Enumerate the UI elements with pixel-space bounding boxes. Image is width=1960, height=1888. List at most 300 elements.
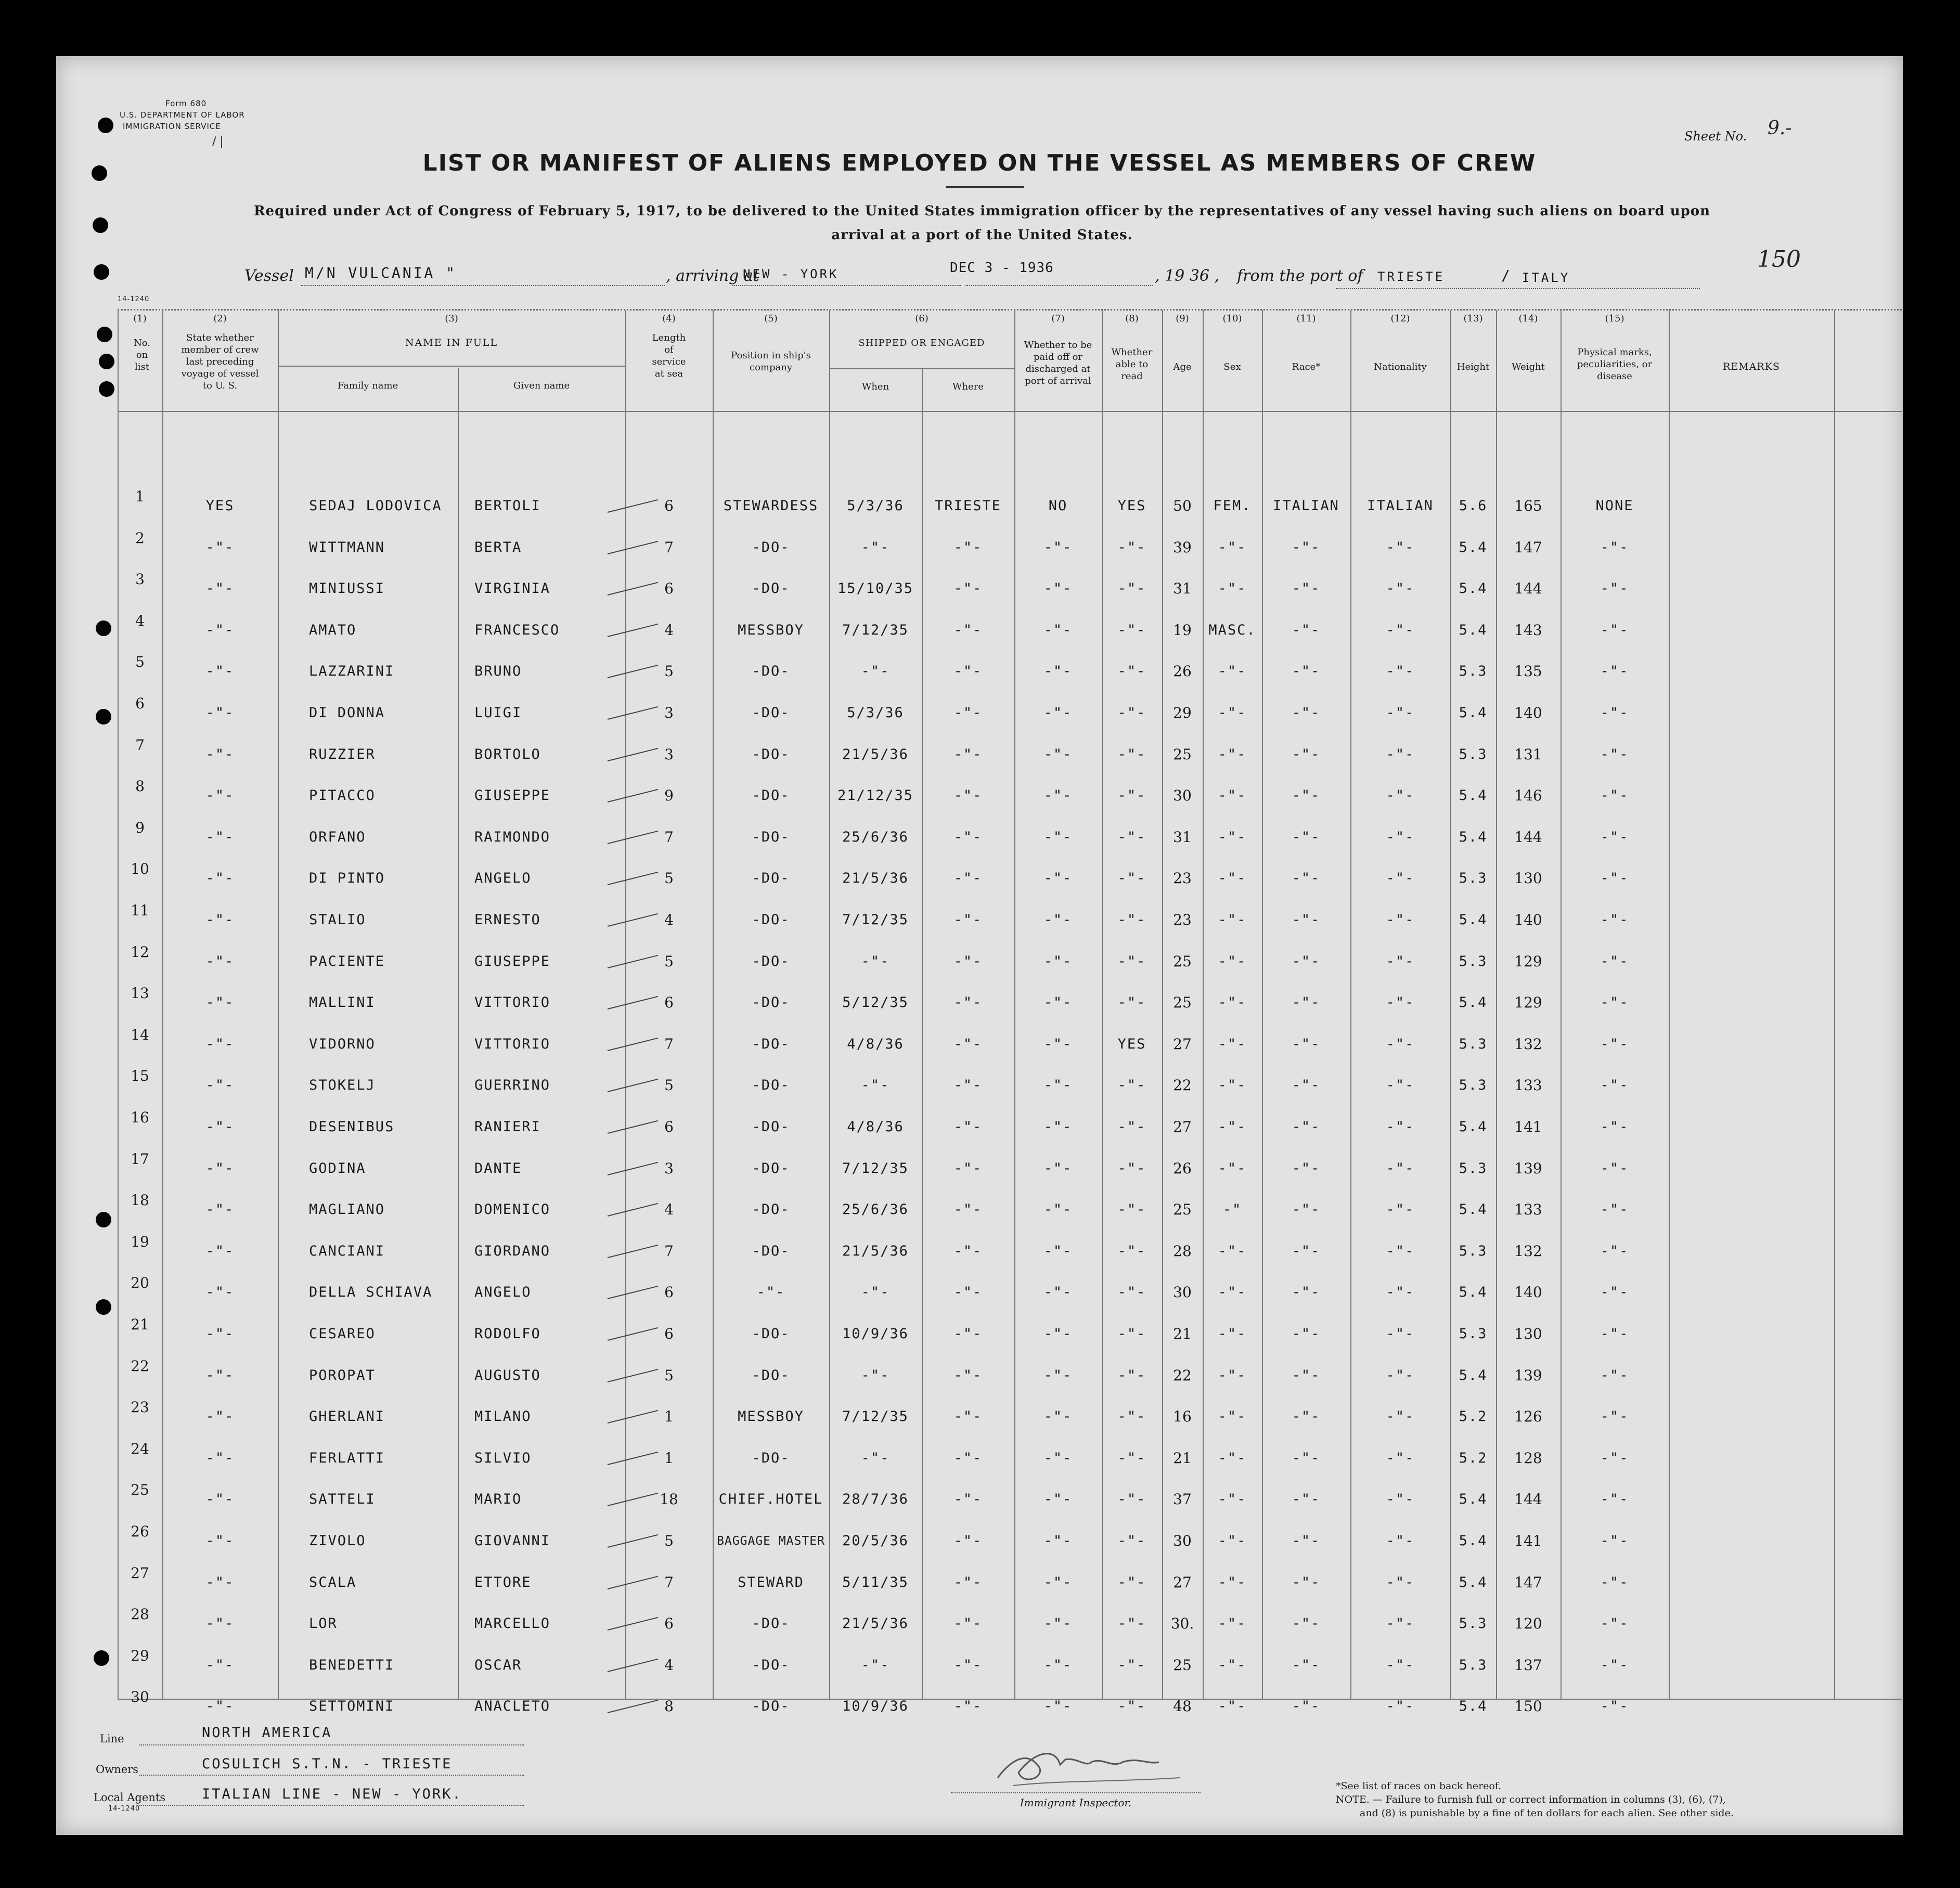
cell-prev: -"- [205, 1657, 235, 1673]
cell-paid: -"- [1043, 1533, 1073, 1549]
cell-marks: -"- [1600, 1160, 1629, 1176]
cell-age: 21 [1173, 1450, 1192, 1467]
cell-given: BERTOLI [474, 498, 541, 514]
cell-when: -"- [861, 1657, 890, 1673]
cell-given: VITTORIO [474, 1036, 551, 1052]
cell-race: -"- [1292, 1036, 1321, 1052]
cell-marks: -"- [1600, 870, 1629, 886]
cell-when: 21/5/36 [842, 1615, 909, 1632]
cell-family: SETTOMINI [309, 1698, 395, 1714]
cell-position: -DO- [752, 1036, 790, 1052]
col-13-number: (13) [1463, 313, 1483, 324]
cell-prev: -"- [205, 1408, 235, 1425]
header-paid-off: Whether to be paid off or discharged at port of arrival [1024, 340, 1092, 386]
cell-weight: 144 [1514, 1491, 1542, 1508]
col-15-number: (15) [1605, 313, 1624, 324]
cell-age: 30. [1170, 1615, 1194, 1632]
cell-prev: -"- [205, 1036, 235, 1052]
binder-hole [96, 1299, 111, 1315]
cell-sex: -"- [1218, 1408, 1247, 1425]
cell-nationality: -"- [1386, 994, 1415, 1011]
cell-marks: -"- [1600, 539, 1629, 555]
cell-prev: -"- [205, 1201, 235, 1218]
cell-given: LUIGI [474, 705, 522, 721]
cell-race: -"- [1292, 1367, 1321, 1383]
cell-weight: 140 [1514, 704, 1542, 721]
cell-age: 25 [1173, 1657, 1192, 1674]
cell-paid: -"- [1043, 1574, 1073, 1590]
cell-family: FERLATTI [309, 1450, 385, 1466]
cell-paid: -"- [1043, 1450, 1073, 1466]
cell-weight: 139 [1514, 1367, 1542, 1384]
cell-height: 5.3 [1459, 1326, 1488, 1342]
col-7-number: (7) [1051, 313, 1065, 324]
cell-read: -"- [1117, 953, 1146, 969]
cell-where: -"- [953, 580, 983, 597]
cell-paid: -"- [1043, 1284, 1073, 1300]
cell-race: -"- [1292, 1284, 1321, 1300]
cell-service: 8 [664, 1698, 674, 1715]
header-age: Age [1173, 361, 1192, 372]
cell-age: 48 [1173, 1698, 1192, 1715]
cell-age: 31 [1173, 829, 1192, 846]
cell-service: 3 [664, 1160, 674, 1177]
cell-paid: -"- [1043, 1698, 1073, 1714]
owners-label: Owners [96, 1763, 138, 1776]
cell-paid: -"- [1043, 1657, 1073, 1673]
cell-service: 4 [664, 911, 674, 928]
cell-where: -"- [953, 1119, 983, 1135]
cell-when: 10/9/36 [842, 1698, 909, 1714]
cell-nationality: ITALIAN [1367, 498, 1434, 514]
cell-race: -"- [1292, 829, 1321, 845]
cell-prev: -"- [205, 539, 235, 555]
cell-race: ITALIAN [1273, 498, 1339, 514]
cell-position: -DO- [752, 1201, 790, 1218]
cell-nationality: -"- [1386, 1491, 1415, 1507]
cell-weight: 131 [1514, 746, 1542, 763]
cell-position: -DO- [752, 994, 790, 1011]
cell-when: 5/3/36 [847, 498, 904, 514]
cell-service: 6 [664, 994, 674, 1011]
cell-when: 21/5/36 [842, 1243, 909, 1259]
cell-sex: -"- [1218, 1533, 1247, 1549]
cell-family: MINIUSSI [309, 580, 385, 597]
cell-given: MARIO [474, 1491, 522, 1507]
cell-when: 7/12/35 [842, 912, 909, 928]
cell-paid: -"- [1043, 1201, 1073, 1218]
binder-hole [99, 354, 114, 369]
cell-no: 3 [135, 571, 145, 588]
cell-read: -"- [1117, 1284, 1146, 1300]
cell-nationality: -"- [1386, 1284, 1415, 1300]
cell-sex: -"- [1218, 1077, 1247, 1093]
cell-race: -"- [1292, 1160, 1321, 1176]
cell-service: 5 [664, 1077, 674, 1094]
cell-nationality: -"- [1386, 663, 1415, 679]
cell-given: FRANCESCO [474, 622, 560, 638]
cell-when: 5/3/36 [847, 705, 904, 721]
cell-given: RODOLFO [474, 1326, 541, 1342]
cell-race: -"- [1292, 1077, 1321, 1093]
cell-when: 4/8/36 [847, 1036, 904, 1052]
from-separator: / [1501, 267, 1512, 284]
cell-sex: -"- [1218, 994, 1247, 1011]
cell-where: -"- [953, 1367, 983, 1383]
header-when: When [861, 381, 889, 392]
cell-read: -"- [1117, 1326, 1146, 1342]
cell-sex: -"- [1218, 1367, 1247, 1383]
vessel-name: M/N VULCANIA " [305, 264, 457, 281]
cell-sex: -"- [1218, 746, 1247, 762]
cell-age: 27 [1173, 1118, 1192, 1135]
cell-height: 5.3 [1459, 953, 1488, 969]
cell-service: 4 [664, 1657, 674, 1674]
cell-age: 16 [1173, 1408, 1192, 1425]
cell-race: -"- [1292, 1657, 1321, 1673]
cell-prev: -"- [205, 870, 235, 886]
penalty-note-1: NOTE. — Failure to furnish full or correct information in columns (3), (6), (7), [1336, 1794, 1726, 1805]
cell-age: 30 [1173, 1284, 1192, 1301]
inspector-label: Immigrant Inspector. [1020, 1796, 1132, 1809]
cell-weight: 147 [1514, 539, 1542, 556]
cell-paid: -"- [1043, 1367, 1073, 1383]
cell-race: -"- [1292, 1450, 1321, 1466]
handwritten-sheet-count: 150 [1757, 246, 1801, 273]
subtitle-line-1: Required under Act of Congress of February 5, 1917, to be delivered to the United States immigration officer by the representatives of any vessel having such aliens on board upon [253, 203, 1711, 219]
cell-nationality: -"- [1386, 829, 1415, 845]
cell-position: MESSBOY [738, 622, 804, 638]
cell-sex: -"- [1218, 1491, 1247, 1507]
cell-weight: 150 [1514, 1698, 1542, 1715]
cell-prev: -"- [205, 1284, 235, 1300]
col-8-number: (8) [1125, 313, 1139, 324]
cell-family: BENEDETTI [309, 1657, 395, 1673]
cell-age: 30 [1173, 787, 1192, 804]
cell-given: BERTA [474, 539, 522, 555]
cell-race: -"- [1292, 994, 1321, 1011]
cell-no: 20 [131, 1274, 149, 1291]
cell-given: ETTORE [474, 1574, 532, 1590]
cell-read: -"- [1117, 1367, 1146, 1383]
cell-height: 5.3 [1459, 870, 1488, 886]
cell-weight: 128 [1514, 1450, 1542, 1467]
cell-height: 5.4 [1459, 1491, 1488, 1507]
cell-race: -"- [1292, 1243, 1321, 1259]
cell-height: 5.3 [1459, 1077, 1488, 1093]
cell-paid: -"- [1043, 580, 1073, 597]
cell-race: -"- [1292, 622, 1321, 638]
cell-age: 25 [1173, 1201, 1192, 1218]
cell-race: -"- [1292, 1698, 1321, 1714]
header-given-name: Given name [513, 380, 570, 391]
cell-height: 5.2 [1459, 1450, 1488, 1466]
cell-sex: -"- [1218, 912, 1247, 928]
cell-read: -"- [1117, 1450, 1146, 1466]
cell-no: 13 [131, 985, 149, 1002]
col-6-number: (6) [915, 313, 929, 324]
cell-family: PITACCO [309, 787, 376, 804]
cell-prev: -"- [205, 1533, 235, 1549]
cell-height: 5.3 [1459, 1615, 1488, 1632]
binder-hole [96, 620, 111, 636]
cell-prev: -"- [205, 705, 235, 721]
cell-nationality: -"- [1386, 1036, 1415, 1052]
cell-nationality: -"- [1386, 1615, 1415, 1632]
cell-read: -"- [1117, 1160, 1146, 1176]
cell-nationality: -"- [1386, 1367, 1415, 1383]
col-3-number: (3) [445, 313, 458, 324]
cell-given: GIUSEPPE [474, 953, 551, 969]
cell-sex: -"- [1218, 787, 1247, 804]
cell-service: 6 [664, 1325, 674, 1342]
cell-weight: 129 [1514, 953, 1542, 970]
cell-race: -"- [1292, 1533, 1321, 1549]
cell-service: 5 [664, 663, 674, 680]
cell-prev: -"- [205, 1077, 235, 1093]
cell-weight: 165 [1514, 497, 1542, 514]
cell-service: 7 [664, 1574, 674, 1591]
agents-value: ITALIAN LINE - NEW - YORK. [202, 1786, 462, 1802]
inspector-signature [982, 1736, 1201, 1793]
cell-where: -"- [953, 829, 983, 845]
cell-prev: -"- [205, 1243, 235, 1259]
cell-where: -"- [953, 539, 983, 555]
cell-where: -"- [953, 1284, 983, 1300]
cell-prev: -"- [205, 746, 235, 762]
cell-where: -"- [953, 705, 983, 721]
cell-where: -"- [953, 1243, 983, 1259]
cell-height: 5.4 [1459, 622, 1488, 638]
cell-read: -"- [1117, 1698, 1146, 1714]
cell-read: -"- [1117, 912, 1146, 928]
header-remarks: REMARKS [1723, 361, 1780, 372]
cell-when: 4/8/36 [847, 1119, 904, 1135]
cell-paid: -"- [1043, 787, 1073, 804]
cell-race: -"- [1292, 580, 1321, 597]
binder-hole [96, 709, 111, 725]
cell-marks: -"- [1600, 663, 1629, 679]
cell-no: 16 [131, 1109, 149, 1126]
col-14-number: (14) [1518, 313, 1538, 324]
cell-family: MAGLIANO [309, 1201, 385, 1218]
cell-given: ERNESTO [474, 912, 541, 928]
cell-when: -"- [861, 953, 890, 969]
cell-when: -"- [861, 1284, 890, 1300]
cell-weight: 135 [1514, 663, 1542, 680]
cell-height: 5.4 [1459, 1367, 1488, 1383]
cell-race: -"- [1292, 870, 1321, 886]
arriving-label: , arriving at [666, 267, 759, 285]
races-note: *See list of races on back hereof. [1336, 1780, 1502, 1792]
cell-nationality: -"- [1386, 746, 1415, 762]
cell-when: -"- [861, 539, 890, 555]
binder-hole [96, 1212, 111, 1227]
cell-race: -"- [1292, 663, 1321, 679]
owners-value: COSULICH S.T.N. - TRIESTE [202, 1756, 453, 1772]
cell-given: BORTOLO [474, 746, 541, 762]
cell-no: 1 [135, 488, 145, 505]
cell-when: -"- [861, 1367, 890, 1383]
cell-read: -"- [1117, 746, 1146, 762]
cell-no: 8 [135, 778, 145, 795]
cell-height: 5.4 [1459, 829, 1488, 845]
title-rule [946, 186, 1024, 188]
cell-no: 22 [131, 1357, 149, 1375]
cell-prev: -"- [205, 787, 235, 804]
cell-age: 27 [1173, 1574, 1192, 1591]
cell-read: -"- [1117, 1119, 1146, 1135]
penalty-note-2: and (8) is punishable by a fine of ten dollars for each alien. See other side. [1360, 1807, 1734, 1819]
cell-family: WITTMANN [309, 539, 385, 555]
col-1-number: (1) [133, 313, 147, 324]
cell-paid: NO [1048, 498, 1068, 514]
cell-paid: -"- [1043, 870, 1073, 886]
cell-nationality: -"- [1386, 912, 1415, 928]
cell-marks: -"- [1600, 994, 1629, 1011]
cell-race: -"- [1292, 787, 1321, 804]
cell-no: 12 [131, 943, 149, 961]
cell-position: -DO- [752, 1077, 790, 1093]
cell-given: OSCAR [474, 1657, 522, 1673]
cell-height: 5.4 [1459, 1533, 1488, 1549]
cell-position: -DO- [752, 1615, 790, 1632]
cell-sex: -"- [1218, 1160, 1247, 1176]
header-weight: Weight [1512, 361, 1545, 372]
cell-where: -"- [953, 1491, 983, 1507]
cell-no: 26 [131, 1523, 149, 1540]
cell-position: -DO- [752, 1119, 790, 1135]
cell-marks: -"- [1600, 580, 1629, 597]
cell-no: 15 [131, 1067, 149, 1084]
cell-family: RUZZIER [309, 746, 376, 762]
cell-no: 2 [135, 529, 145, 547]
cell-paid: -"- [1043, 539, 1073, 555]
line-label: Line [100, 1732, 124, 1745]
cell-no: 24 [131, 1440, 149, 1457]
cell-given: MILANO [474, 1408, 532, 1425]
binder-hole [98, 118, 113, 133]
col-5-number: (5) [764, 313, 778, 324]
cell-given: SILVIO [474, 1450, 532, 1466]
header-able-to-read: Whether able to read [1111, 347, 1153, 382]
cell-when: 21/12/35 [837, 787, 914, 804]
col-9-number: (9) [1176, 313, 1189, 324]
cell-read: YES [1117, 498, 1146, 514]
cell-height: 5.4 [1459, 1284, 1488, 1300]
cell-given: ANACLETO [474, 1698, 551, 1714]
cell-race: -"- [1292, 1201, 1321, 1218]
cell-read: YES [1117, 1036, 1146, 1052]
cell-read: -"- [1117, 705, 1146, 721]
cell-read: -"- [1117, 1533, 1146, 1549]
cell-marks: -"- [1600, 912, 1629, 928]
manifest-page [56, 56, 1903, 1835]
cell-position: -DO- [752, 705, 790, 721]
cell-sex: -"- [1218, 705, 1247, 721]
cell-where: -"- [953, 746, 983, 762]
cell-where: -"- [953, 1201, 983, 1218]
cell-marks: -"- [1600, 1036, 1629, 1052]
cell-nationality: -"- [1386, 1243, 1415, 1259]
cell-sex: -"- [1218, 1119, 1247, 1135]
cell-height: 5.4 [1459, 705, 1488, 721]
year-label: , 19 36 , [1155, 267, 1220, 285]
cell-height: 5.4 [1459, 1201, 1488, 1218]
inspector-line [951, 1792, 1201, 1793]
cell-family: CANCIANI [309, 1243, 385, 1259]
header-height: Height [1456, 361, 1490, 372]
cell-paid: -"- [1043, 1243, 1073, 1259]
cell-read: -"- [1117, 870, 1146, 886]
cell-service: 5 [664, 1532, 674, 1549]
cell-prev: -"- [205, 580, 235, 597]
cell-prev: -"- [205, 1450, 235, 1466]
cell-position: -DO- [752, 1657, 790, 1673]
cell-marks: -"- [1600, 1408, 1629, 1425]
cell-paid: -"- [1043, 663, 1073, 679]
cell-given: MARCELLO [474, 1615, 551, 1632]
cell-weight: 144 [1514, 829, 1542, 846]
cell-position: -DO- [752, 1243, 790, 1259]
cell-read: -"- [1117, 994, 1146, 1011]
cell-no: 25 [131, 1481, 149, 1498]
header-where: Where [952, 381, 984, 392]
cell-position: -DO- [752, 1450, 790, 1466]
header-name-in-full: NAME IN FULL [405, 337, 498, 348]
cell-prev: -"- [205, 953, 235, 969]
cell-prev: -"- [205, 1119, 235, 1135]
cell-race: -"- [1292, 1326, 1321, 1342]
cell-family: CESAREO [309, 1326, 376, 1342]
cell-height: 5.3 [1459, 1036, 1488, 1052]
cell-where: -"- [953, 1036, 983, 1052]
cell-when: -"- [861, 663, 890, 679]
cell-service: 5 [664, 870, 674, 887]
cell-position: MESSBOY [738, 1408, 804, 1425]
cell-family: DESENIBUS [309, 1119, 395, 1135]
cell-read: -"- [1117, 1077, 1146, 1093]
sheet-number: 9.- [1768, 118, 1792, 139]
cell-position: STEWARDESS [723, 498, 819, 514]
cell-service: 6 [664, 1615, 674, 1632]
cell-marks: -"- [1600, 622, 1629, 638]
cell-weight: 132 [1514, 1243, 1542, 1260]
cell-position: STEWARD [738, 1574, 804, 1590]
cell-height: 5.3 [1459, 746, 1488, 762]
cell-no: 28 [131, 1606, 149, 1623]
cell-no: 21 [131, 1316, 149, 1333]
from-country: ITALY [1522, 270, 1570, 285]
cell-family: SEDAJ LODOVICA [309, 498, 442, 514]
cell-service: 7 [664, 829, 674, 846]
cell-given: RANIERI [474, 1119, 541, 1135]
cell-family: STOKELJ [309, 1077, 376, 1093]
cell-prev: -"- [205, 1615, 235, 1632]
cell-nationality: -"- [1386, 1698, 1415, 1714]
cell-weight: 141 [1514, 1118, 1542, 1135]
header-nationality: Nationality [1374, 361, 1427, 372]
cell-given: GIOVANNI [474, 1533, 551, 1549]
header-no-on-list: No. on list [134, 338, 150, 372]
cell-read: -"- [1117, 580, 1146, 597]
cell-read: -"- [1117, 787, 1146, 804]
cell-service: 6 [664, 497, 674, 514]
cell-prev: -"- [205, 912, 235, 928]
cell-weight: 147 [1514, 1574, 1542, 1591]
cell-when: 28/7/36 [842, 1491, 909, 1507]
col-2-number: (2) [213, 313, 227, 324]
